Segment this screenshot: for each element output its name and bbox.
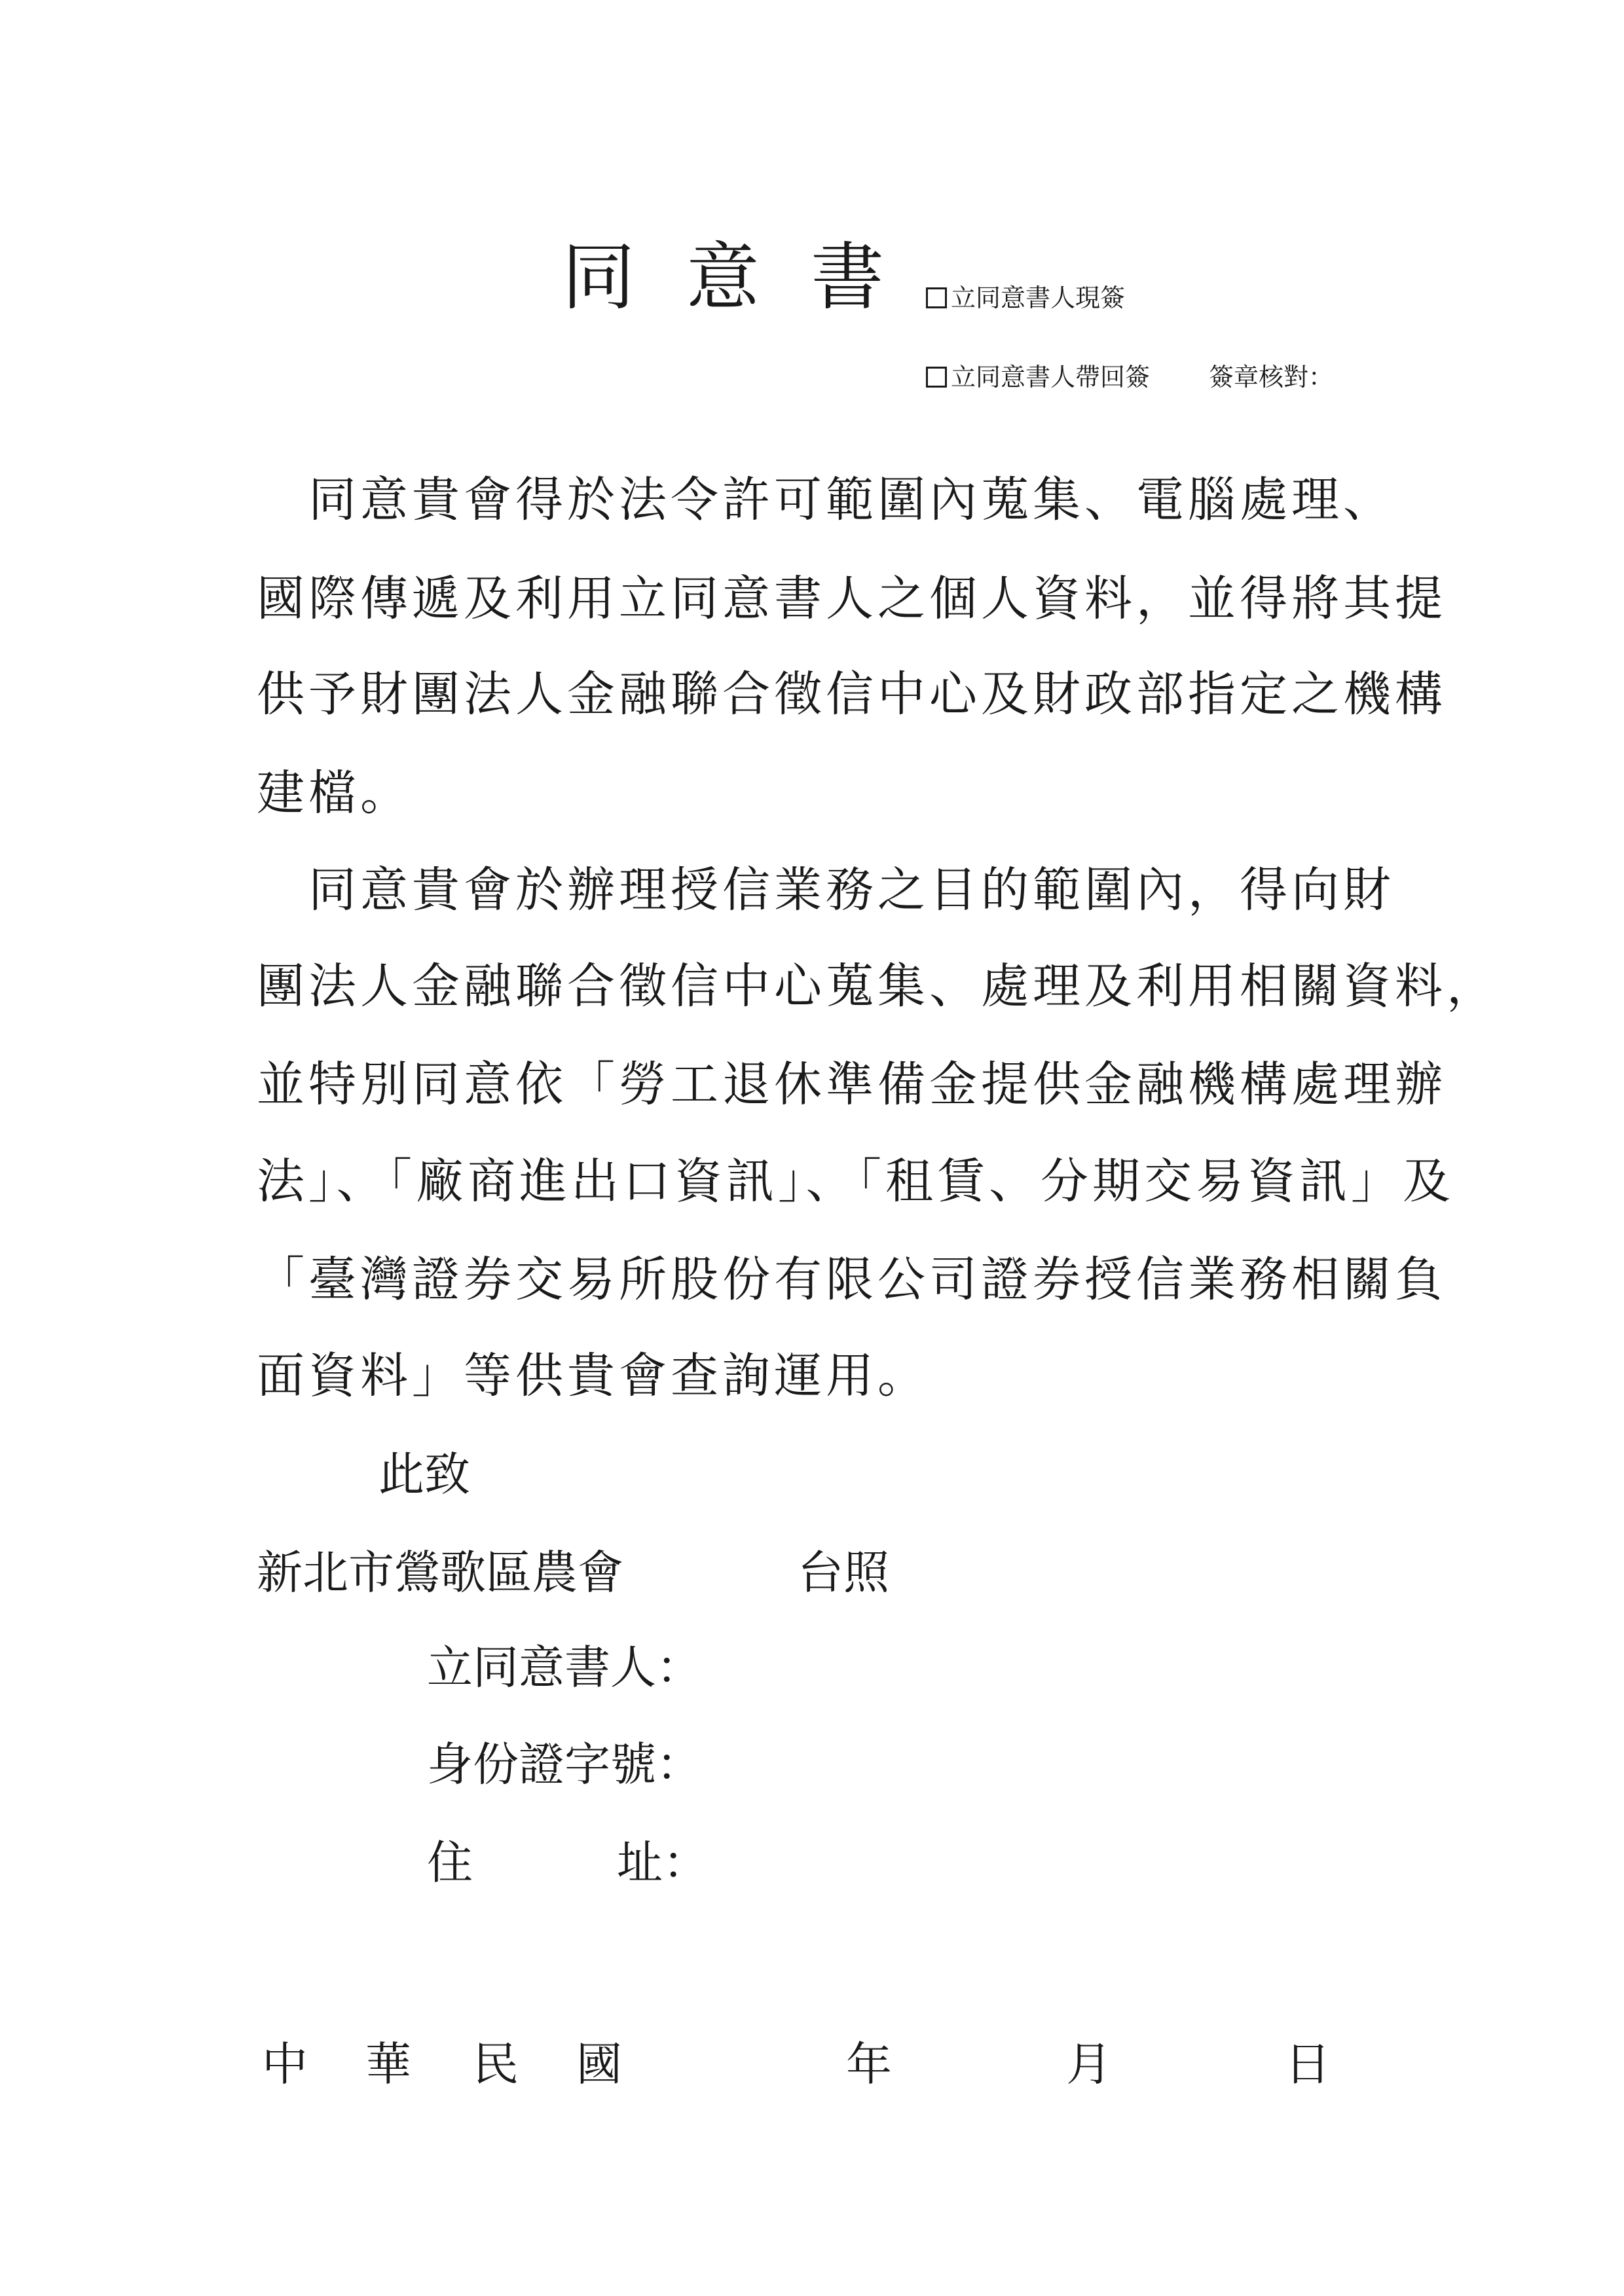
- recipient: 新北市鶯歌區農會: [257, 1546, 623, 1599]
- paragraph2-line: 並特別同意依「勞工退休準備金提供金融機構處理辦: [257, 1057, 1447, 1112]
- option-take-back-sign-label: 立同意書人帶回簽: [951, 363, 1151, 392]
- address-field-label-left: 住: [427, 1836, 473, 1889]
- date-era-char: 國: [576, 2037, 622, 2091]
- consenter-field-label: 立同意書人：: [427, 1641, 702, 1694]
- date-era-char: 華: [365, 2037, 411, 2091]
- paragraph2-line: 團法人金融聯合徵信中心蒐集、處理及利用相關資料，: [257, 958, 1498, 1014]
- paragraph1-line: 供予財團法人金融聯合徵信中心及財政部指定之機構: [257, 666, 1447, 722]
- checkbox-icon[interactable]: [926, 287, 947, 308]
- option-take-back-sign[interactable]: [926, 365, 1150, 390]
- date-day-label: 日: [1285, 2037, 1331, 2091]
- option-present-sign[interactable]: [926, 285, 1125, 310]
- date-era-char: 中: [262, 2037, 308, 2091]
- paragraph1-line: 同意貴會得於法令許可範圍內蒐集、電腦處理、: [257, 472, 1395, 528]
- paragraph2-line: 面資料」等供貴會查詢運用。: [257, 1348, 929, 1404]
- paragraph1-line: 建檔。: [257, 765, 412, 821]
- salutation: 此致: [378, 1448, 470, 1501]
- date-era-char: 民: [473, 2037, 519, 2091]
- id-number-field-label: 身份證字號：: [427, 1738, 702, 1791]
- honorific: 台照: [798, 1546, 889, 1599]
- paragraph1-line: 國際傳遞及利用立同意書人之個人資料，並得將其提: [257, 571, 1447, 627]
- address-field-label-right: 址：: [617, 1836, 709, 1889]
- paragraph2-line: 同意貴會於辦理授信業務之目的範圍內，得向財: [257, 862, 1395, 918]
- paragraph2-line: 「臺灣證券交易所股份有限公司證券授信業務相關負: [257, 1252, 1447, 1307]
- date-month-label: 月: [1066, 2037, 1112, 2091]
- date-year-label: 年: [846, 2037, 892, 2091]
- document-title: 同意書: [562, 235, 935, 320]
- checkbox-icon[interactable]: [926, 367, 947, 388]
- paragraph2-line: 法」、「廠商進出口資訊」、「租賃、分期交易資訊」及: [257, 1154, 1454, 1209]
- seal-check-label: 簽章核對：: [1209, 363, 1334, 392]
- option-present-sign-label: 立同意書人現簽: [951, 283, 1126, 312]
